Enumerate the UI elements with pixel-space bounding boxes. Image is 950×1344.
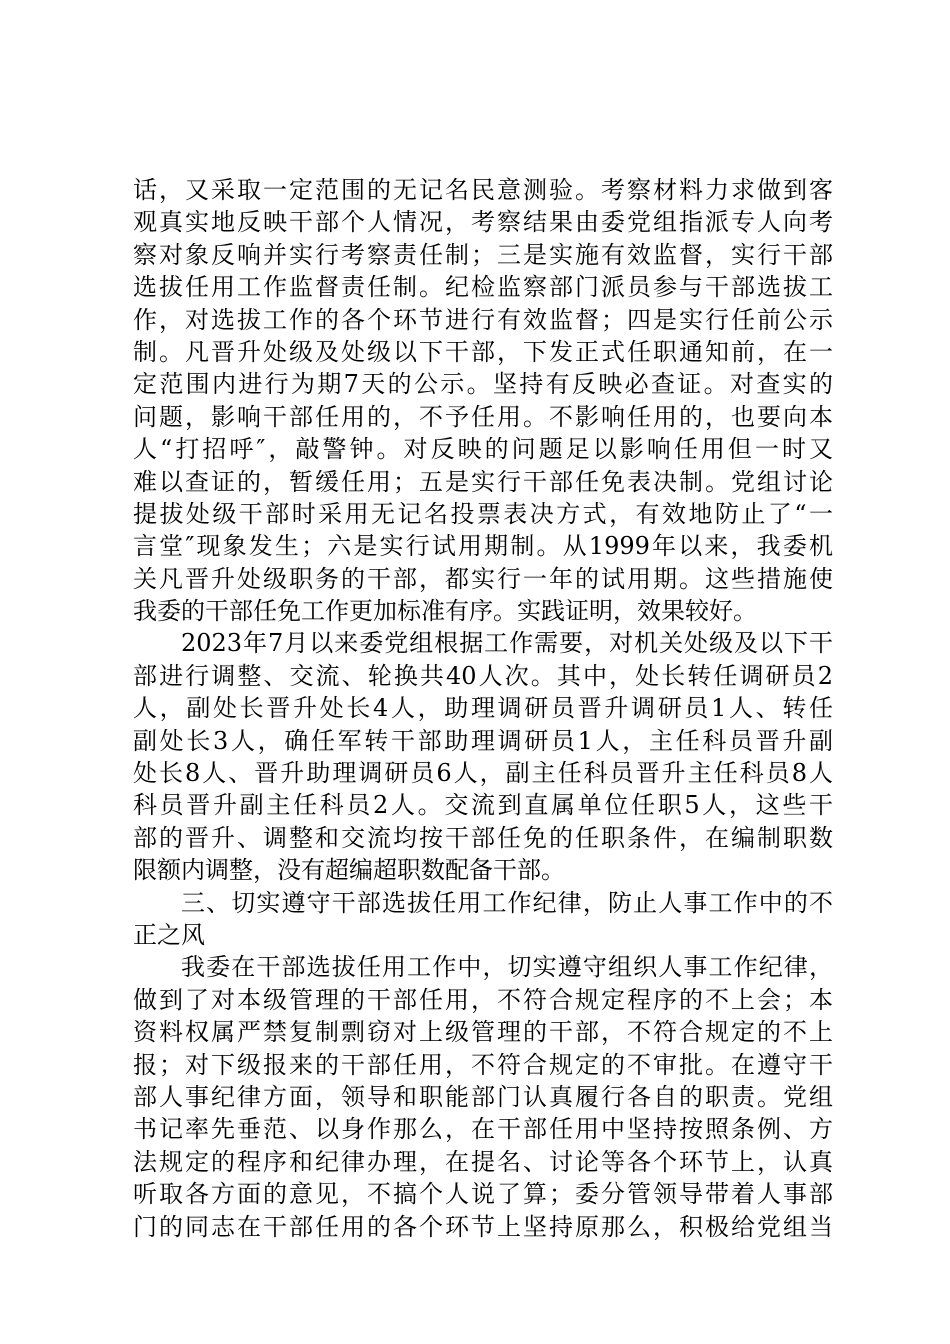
text-line: 作，对选拔工作的各个环节进行有效监督；四是实行任前公示: [133, 305, 833, 334]
text-line: 限额内调整，没有超编超职数配备干部。: [133, 856, 565, 885]
text-line: 法规定的程序和纪律办理，在提名、讨论等各个环节上，认真: [133, 1147, 833, 1176]
text-line: 察对象反响并实行考察责任制；三是实施有效监督，实行干部: [133, 240, 833, 269]
text-line: 听取各方面的意见，不搞个人说了算；委分管领导带着人事部: [133, 1180, 833, 1209]
text-line: 我委的干部任免工作更加标准有序。实践证明，效果较好。: [133, 597, 757, 626]
text-line: 部人事纪律方面，领导和职能部门认真履行各自的职责。党组: [133, 1082, 833, 1111]
text-line: 难以查证的，暂缓任用；五是实行干部任免表决制。党组讨论: [133, 467, 833, 496]
text-line: 制。凡晋升处级及处级以下干部，下发正式任职通知前，在一: [133, 337, 833, 366]
body-text: [133, 174, 833, 1243]
text-line: 定范围内进行为期7天的公示。坚持有反映必查证。对查实的: [133, 370, 833, 399]
text-line: 副处长3人，确任军转干部助理调研员1人，主任科员晋升副: [133, 726, 833, 755]
text-line: 人，副处长晋升处长4人，助理调研员晋升调研员1人、转任: [133, 694, 833, 723]
text-line: 报；对下级报来的干部任用，不符合规定的不审批。在遵守干: [133, 1050, 833, 1079]
text-line: 问题，影响干部任用的，不予任用。不影响任用的，也要向本: [133, 402, 833, 431]
text-line: 提拔处级干部时采用无记名投票表决方式，有效地防止了“一: [133, 499, 833, 528]
text-line: 资料权属严禁复制剽窃对上级管理的干部，不符合规定的不上: [133, 1018, 833, 1047]
text-line: 门的同志在干部任用的各个环节上坚持原那么，积极给党组当: [133, 1212, 833, 1241]
text-line: 人“打招呼″，敲警钟。对反映的问题足以影响任用但一时又: [133, 435, 833, 464]
text-line: 部进行调整、交流、轮换共40人次。其中，处长转任调研员2: [133, 661, 833, 690]
text-line: 关凡晋升处级职务的干部，都实行一年的试用期。这些措施使: [133, 564, 833, 593]
text-line: 言堂″现象发生；六是实行试用期制。从1999年以来，我委机: [133, 532, 833, 561]
text-line: 科员晋升副主任科员2人。交流到直属单位任职5人，这些干: [133, 791, 833, 820]
text-line: 我委在干部选拔任用工作中，切实遵守组织人事工作纪律，: [181, 953, 833, 982]
text-line: 正之风: [133, 920, 205, 949]
text-line: 书记率先垂范、以身作那么，在干部任用中坚持按照条例、方: [133, 1115, 833, 1144]
text-line: 选拔任用工作监督责任制。纪检监察部门派员参与干部选拔工: [133, 273, 833, 302]
text-line: 做到了对本级管理的干部任用，不符合规定程序的不上会；本: [133, 985, 833, 1014]
text-line: 部的晋升、调整和交流均按干部任免的任职条件，在编制职数: [133, 823, 833, 852]
text-line: 话，又采取一定范围的无记名民意测验。考察材料力求做到客: [133, 176, 833, 204]
text-line: 三、切实遵守干部选拔任用工作纪律，防止人事工作中的不: [181, 888, 833, 917]
text-line: 观真实地反映干部个人情况，考察结果由委党组指派专人向考: [133, 208, 833, 237]
text-line: 处长8人、晋升助理调研员6人，副主任科员晋升主任科员8人: [133, 759, 833, 788]
text-line: 2023年7月以来委党组根据工作需要，对机关处级及以下干: [181, 629, 833, 658]
